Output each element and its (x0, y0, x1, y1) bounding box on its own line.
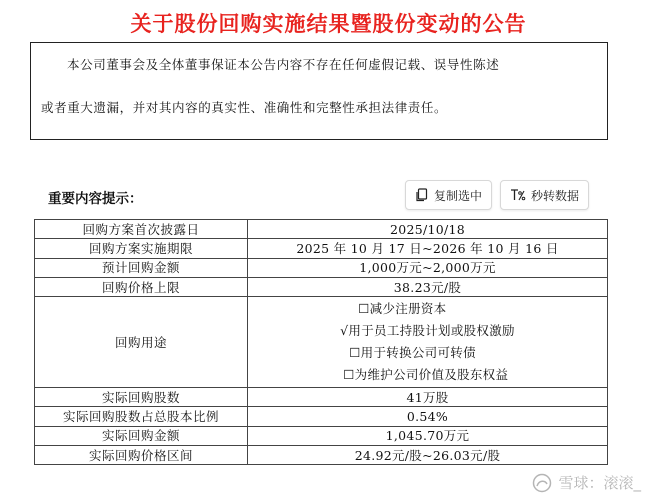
convert-data-label: 秒转数据 (531, 188, 580, 203)
page-title: 关于股份回购实施结果暨股份变动的公告 (130, 12, 527, 36)
row-value: 38.23元/股 (248, 277, 608, 296)
use-options-cell (248, 297, 608, 388)
row-value: 24.92元/股~26.03元/股 (248, 446, 608, 465)
row-value: 1,000万元~2,000万元 (248, 258, 608, 277)
section-title: 重要内容提示： (48, 191, 143, 207)
table-row (35, 239, 608, 258)
copy-icon (415, 188, 429, 202)
use-option (340, 298, 515, 320)
use-option (340, 342, 515, 364)
row-key: 回购方案首次披露日 (35, 220, 248, 239)
row-value: 2025/10/18 (248, 220, 608, 239)
disclaimer-line-1: 本公司董事会及全体董事保证本公告内容不存在任何虚假记载、误导性陈述 (67, 57, 500, 72)
convert-data-button[interactable] (500, 180, 589, 210)
use-option (340, 320, 515, 342)
table-row (35, 426, 608, 445)
disclaimer-box (30, 42, 608, 140)
use-option-text: 减少注册资本 (369, 301, 447, 317)
text-convert-icon (510, 188, 526, 202)
checkbox-mark: ☐ (349, 345, 361, 361)
row-key: 实际回购金额 (35, 426, 248, 445)
use-option-text: 用于员工持股计划或股权激励 (348, 323, 515, 339)
checkbox-mark: ☐ (358, 301, 370, 317)
use-option-text: 用于转换公司可转债 (360, 345, 476, 361)
copy-selection-button[interactable] (405, 180, 492, 210)
snowball-logo-icon (532, 473, 552, 493)
copy-selection-label: 复制选中 (434, 188, 483, 203)
row-key: 实际回购股数 (35, 388, 248, 407)
row-key: 实际回购股数占总股本比例 (35, 407, 248, 426)
table-row (35, 407, 608, 426)
table-row-use (35, 297, 608, 388)
use-option (340, 364, 515, 386)
repurchase-info-table (34, 219, 608, 465)
row-key: 回购用途 (35, 297, 248, 388)
check-mark-icon: √ (340, 323, 349, 339)
row-key: 回购方案实施期限 (35, 239, 248, 258)
table-row (35, 446, 608, 465)
table-row (35, 388, 608, 407)
row-value: 0.54% (248, 407, 608, 426)
table-row (35, 220, 608, 239)
disclaimer-line-2: 或者重大遗漏，并对其内容的真实性、准确性和完整性承担法律责任。 (41, 100, 448, 115)
row-value: 1,045.70万元 (248, 426, 608, 445)
row-key: 实际回购价格区间 (35, 446, 248, 465)
toolbar (405, 180, 589, 210)
row-key: 回购价格上限 (35, 277, 248, 296)
row-key: 预计回购金额 (35, 258, 248, 277)
watermark (532, 472, 641, 493)
row-value: 2025 年 10 月 17 日~2026 年 10 月 16 日 (248, 239, 608, 258)
row-value: 41万股 (248, 388, 608, 407)
watermark-text: 雪球：滚滚_ (558, 474, 641, 492)
table-row (35, 258, 608, 277)
use-option-text: 为维护公司价值及股东权益 (354, 367, 509, 383)
checkbox-mark: ☐ (343, 367, 355, 383)
table-row (35, 277, 608, 296)
